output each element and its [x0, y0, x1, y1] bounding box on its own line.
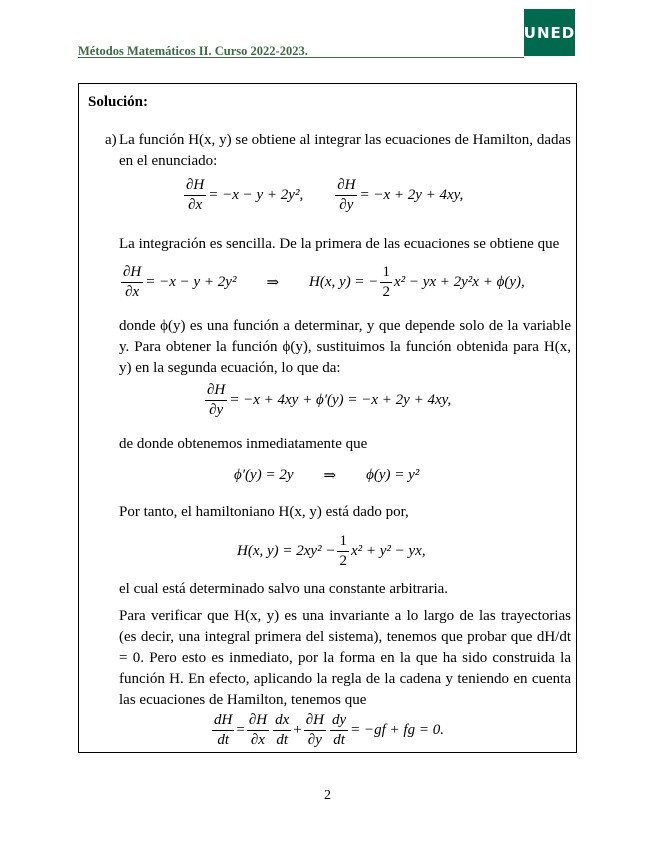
paragraph-2: La integración es sencilla. De la primera de las ecuaciones se obtiene que: [119, 236, 560, 252]
page-number: 2: [324, 788, 331, 803]
paragraph-3: donde ϕ(y) es una función a determinar, y que depende solo de la variable y. Para obtener la función ϕ(y), sustituimos la función obtenida para H(x, y) en la segunda ecuación, lo que da:: [119, 318, 571, 376]
equation-substitution: [203, 382, 451, 419]
frac-num: ∂H: [121, 264, 143, 283]
eq2-result-rhs: x² − yx + 2y²x + ϕ(y),: [393, 274, 525, 290]
implies-arrow: ⇒: [323, 468, 337, 484]
frac-num: ∂H: [304, 712, 326, 731]
equation-integration: [119, 264, 525, 301]
frac-num: ∂H: [247, 712, 269, 731]
frac-num: 1: [337, 533, 349, 552]
paragraph-4: de donde obtenemos inmediatamente que: [119, 436, 368, 452]
paragraph-6: el cual está determinado salvo una constante arbitraria.: [119, 581, 449, 597]
uned-logo: UNED: [524, 9, 575, 56]
equation-phi: [234, 466, 419, 485]
plus-sign: +: [293, 722, 302, 738]
frac-num: ∂H: [205, 382, 227, 401]
frac-den: 2: [339, 553, 347, 569]
solution-title: Solución:: [88, 94, 149, 110]
solution-box: [78, 83, 577, 753]
eq5-rhs: x² + y² − yx,: [350, 543, 426, 559]
frac-num: dx: [273, 712, 291, 731]
frac-den: dt: [217, 732, 229, 748]
eq6-rhs: = −gf + fg = 0.: [350, 722, 444, 738]
frac-num: 1: [380, 264, 392, 283]
frac-den: ∂y: [307, 732, 322, 748]
eq4-left: ϕ′(y) = 2y: [234, 467, 294, 483]
header-title: Métodos Matemáticos II. Curso 2022-2023.: [78, 44, 308, 58]
eq4-right: ϕ(y) = y²: [366, 467, 420, 483]
equation-hamiltonian: [237, 533, 426, 570]
frac-num: ∂H: [335, 177, 357, 196]
equation-chain-rule: [210, 712, 444, 749]
frac-den: ∂x: [125, 284, 140, 300]
frac-num: dy: [330, 712, 348, 731]
eq1-right-rhs: = −x + 2y + 4xy,: [359, 187, 464, 203]
eq3-rhs: = −x + 4xy + ϕ′(y) = −x + 2y + 4xy,: [229, 392, 452, 408]
frac-den: ∂x: [250, 732, 265, 748]
eq2-rhs: = −x − y + 2y²: [145, 274, 237, 290]
header-divider: [78, 57, 524, 58]
paragraph-5: Por tanto, el hamiltoniano H(x, y) está dado por,: [119, 504, 409, 520]
item-label: a): [105, 132, 117, 148]
frac-den: ∂y: [209, 402, 224, 418]
eq2-result-lhs: H(x, y) = −: [309, 274, 379, 290]
eq1-left-rhs: = −x − y + 2y²,: [208, 187, 304, 203]
equals-sign: =: [236, 722, 245, 738]
paragraph-7: Para verificar que H(x, y) es una invariante a lo largo de las trayectorias (es decir, una integral primera del sistema), tenemos que probar que dH/dt = 0. Pero esto es inmediato, por la forma en la que ha sido construida la función H. En efecto, aplicando la regla de la cadena y teniendo en cuenta las ecuaciones de Hamilton, tenemos que: [119, 608, 571, 708]
frac-den: ∂y: [339, 197, 354, 213]
paragraph-1: La función H(x, y) se obtiene al integrar las ecuaciones de Hamilton, dadas en el enunciado:: [119, 132, 571, 169]
frac-num: dH: [212, 712, 234, 731]
implies-arrow: ⇒: [266, 275, 280, 291]
frac-den: 2: [382, 284, 390, 300]
frac-den: dt: [333, 732, 345, 748]
frac-den: ∂x: [188, 197, 203, 213]
frac-den: dt: [276, 732, 288, 748]
equation-hamilton: [182, 177, 463, 214]
eq5-lhs: H(x, y) = 2xy² −: [237, 543, 336, 559]
frac-num: ∂H: [184, 177, 206, 196]
